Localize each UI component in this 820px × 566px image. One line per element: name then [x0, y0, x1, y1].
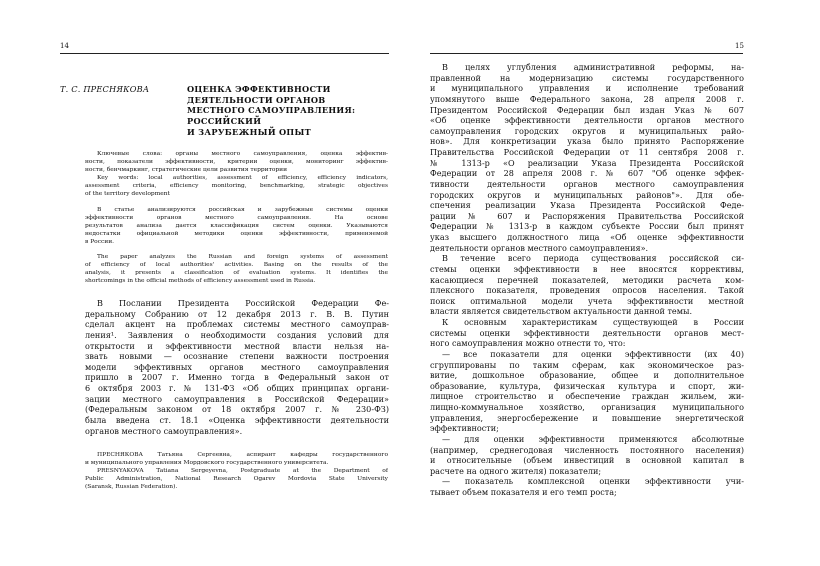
title-line: ОЦЕНКА ЭФФЕКТИВНОСТИ [187, 84, 331, 94]
keywords-ru-line: Ключевые слова: органы местного самоуправления, оценка эффектив- [97, 151, 388, 157]
body-line: лищное строительство и обеспечение граждан жильем, жи- [430, 391, 744, 402]
title-line: И ЗАРУБЕЖНЫЙ ОПЫТ [187, 126, 311, 137]
abstract-ru-line: недостатки официальной методики оценки эффективности, применяемой [85, 230, 388, 237]
body-line: самоуправления городских округов и муниципальных райо- [430, 125, 744, 136]
body-line: Президентом Российской Федерации был издан Указ № 607 [430, 104, 744, 115]
body-line: деральному Собранию от 12 декабря 2013 г. В. В. Путин [85, 308, 389, 319]
body-line: В течение всего периода существования российской си- [442, 253, 744, 264]
body-line: Правительства Российской Федерации от 11 сентября 2008 г. [430, 147, 744, 157]
body-line: упомянутого выше Федерального закона, 28 апреля 2008 г. [430, 93, 744, 104]
body-line: № 1313-р «О реализации Указа Президента Российской [430, 157, 744, 168]
author-footnote [85, 452, 388, 492]
body-line: ного самоуправления можно отнести то, что: [430, 338, 626, 349]
keywords-en [85, 175, 388, 199]
abstract-en-line: of efficiency of local authorities' activities. Basing on the results of the [85, 261, 388, 268]
title-line: РОССИЙСКИЙ [187, 116, 262, 127]
body-line: «Об оценке эффективности деятельности органов местного [430, 115, 744, 126]
body-line: плексного показателя, проведения опросов населения. Такой [430, 285, 744, 296]
body-line: пришло в 2007 г. Именно тогда в Федеральный закон от [85, 372, 389, 383]
header-rule-left [60, 53, 389, 54]
body-line: системы оценки эффективности деятельности органов мест- [430, 327, 744, 338]
abstract-ru-line: В статье анализируются российская и зарубежные системы оценки [97, 207, 388, 213]
body-line: сделал акцент на проблемах системы местного самоуправ- [85, 319, 389, 330]
body-line: ления¹. Заявления о необходимости создания условий для [85, 329, 389, 340]
body-line: поиск оптимальной модели учета эффективности местной [430, 295, 744, 306]
body-line: и относительные (объем инвестиций в основной капитал в [430, 455, 744, 466]
body-line: Федерации от 28 апреля 2008 г. № 607 "Об оценке эффек- [430, 168, 744, 179]
abstract-en-line: The paper analyzes the Russian and foreign systems of assessment [97, 254, 388, 260]
keywords-en-line: assessment criteria, efficiency monitoring, benchmarking, strategic objectives [85, 182, 388, 189]
body-line: лищно-коммунальное хозяйство, организация муниципального [430, 402, 744, 412]
body-line: — для оценки эффективности применяются абсолютные [442, 433, 744, 444]
header-rule-right [430, 53, 743, 54]
keywords-en-line: of the territory development [85, 190, 170, 197]
abstract-en-line: analysis, it presents a classification of evaluation systems. It identifies the [85, 269, 388, 276]
footnote-line: (Saransk, Russian Federation). [85, 483, 178, 490]
body-line: В целях углубления административной реформы, на- [442, 62, 744, 72]
body-line: стемы оценки эффективности в нее вносятся коррективы, [430, 263, 744, 274]
body-line: 6 октября 2003 г. № 131-ФЗ «Об общих принципах органи- [85, 383, 389, 393]
body-line: была введена ст. 18.1 «Оценка эффективности деятельности [85, 414, 389, 425]
page-number-left: 14 [60, 42, 69, 50]
body-line: органов местного самоуправления». [85, 425, 243, 436]
footnote-line: Public Administration, National Research Ogarev Mordovia State University [85, 475, 388, 482]
body-line: касающиеся перечней показателей, методики расчета ком- [430, 274, 744, 285]
footnote-line: ПРЕСНЯКОВА Татьяна Сергеевна, аспирант кафедры государственного [97, 452, 388, 458]
article-author: Т. С. ПРЕСНЯКОВА [60, 84, 150, 94]
body-line: зации местного самоуправления в Российской Федерации» [85, 393, 389, 404]
page-number-right: 15 [735, 42, 744, 50]
body-line: Федерации № 1313-р в каждом субъекте России был принят [430, 221, 744, 232]
body-column-right [430, 62, 744, 498]
body-line: В Послании Президента Российской Федерации Фе- [97, 298, 389, 308]
body-line: деятельности органов местного самоуправления». [430, 242, 649, 253]
title-line: МЕСТНОГО САМОУПРАВЛЕНИЯ: [187, 105, 356, 116]
body-line: открытости и эффективности местной власти нельзя на- [85, 340, 389, 351]
abstract-ru-line: результатов анализа дается классификация систем оценки. Указываются [85, 222, 388, 229]
body-line: указ высшего должностного лица «Об оценке эффективности [430, 232, 744, 242]
body-line: (Федеральным законом от 18 октября 2007 г. № 230-ФЗ) [85, 404, 389, 415]
body-line: управления, энергосбережение и повышение энергетической [430, 412, 744, 423]
footnote-line: PRESNYAKOVA Tatiana Sergeyevna, Postgraduate at the Department of [97, 467, 388, 474]
body-line: правленной на модернизацию системы государственного [430, 72, 744, 83]
body-line: рации № 607 и Распоряжения Правительства Российской [430, 210, 744, 221]
abstract-en [85, 254, 388, 286]
body-paragraph-left [85, 298, 389, 436]
abstract-ru-line: эффективности органов местного самоуправления. На основе [85, 214, 388, 221]
body-line: и муниципального управления и исполнение требований [430, 83, 744, 94]
body-line: нов». Для конкретизации указа было принято Распоряжение [430, 136, 744, 147]
article-title [187, 84, 387, 138]
body-line: звать новыми — осознание степени важности построения [85, 351, 389, 362]
abstract-ru-line: в России. [85, 238, 115, 245]
body-line: тивности деятельности органов местного самоуправления [430, 178, 744, 189]
body-line: расчете на одного жителя) показатели; [430, 465, 602, 476]
body-line: образование, культура, физическая культура и спорт, жи- [430, 380, 744, 391]
keywords-ru [85, 151, 388, 175]
body-line: городских округов и муниципальных районов"». Для обе- [430, 189, 744, 200]
body-line: — показатель комплексной оценки эффективности учи- [442, 476, 744, 487]
body-line: — все показатели для оценки эффективности (их 40) [442, 348, 744, 359]
body-line: тывает объем показателя и его темп роста; [430, 487, 617, 497]
title-line: ДЕЯТЕЛЬНОСТИ ОРГАНОВ [187, 94, 326, 105]
body-line: модели эффективных органов местного самоуправления [85, 361, 389, 372]
right-page [410, 0, 820, 566]
body-line: власти является свидетельством актуальности данной темы. [430, 306, 693, 317]
keywords-ru-line: ности, показатели эффективности, критерии оценки, мониторинг эффектив- [85, 158, 388, 165]
body-line: эффективности; [430, 423, 499, 434]
body-line: спечения реализации Указа Президента Российской Феде- [430, 200, 744, 211]
abstract-en-line: shortcomings in the official methods of efficiency assessment used in Russia. [85, 277, 316, 284]
body-line: (например, среднегодовая численность постоянного населения) [430, 444, 744, 455]
keywords-en-line: Key words: local authorities, assessment of efficiency, efficiency indicators, [97, 175, 388, 181]
abstract-ru [85, 207, 388, 247]
body-line: сгруппированы по таким сферам, как экономическое раз- [430, 359, 744, 370]
footnote-line: и муниципального управления Мордовского государственного университета. [85, 459, 329, 466]
body-line: К основным характеристикам существующей в России [442, 317, 744, 327]
body-line: витие, дошкольное образование, общее и дополнительное [430, 370, 744, 381]
keywords-ru-line: ности, бенчмаркинг, стратегические цели развития территории [85, 166, 287, 173]
